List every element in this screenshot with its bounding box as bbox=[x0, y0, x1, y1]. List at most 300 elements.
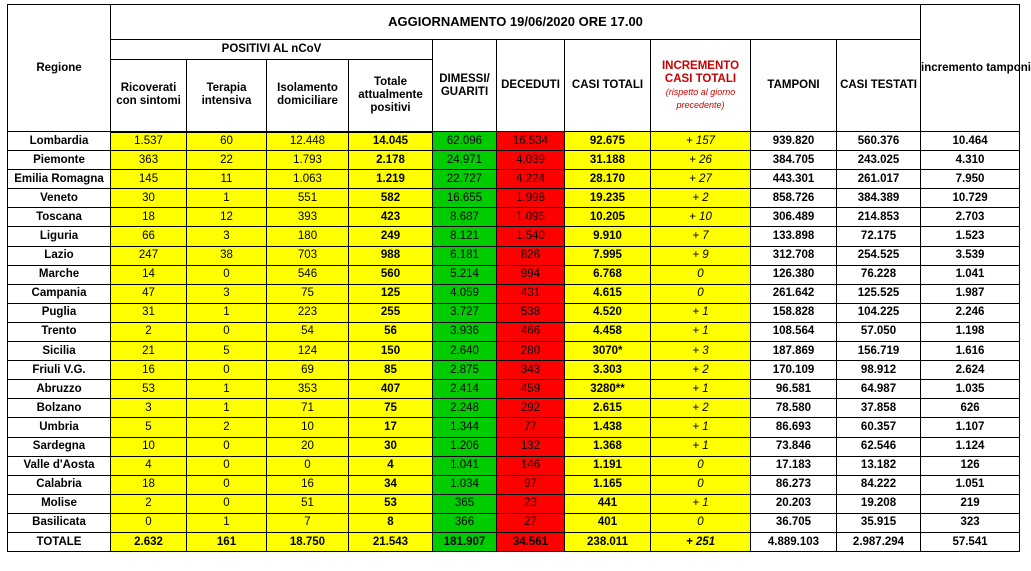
cell-deceduti: 4.039 bbox=[497, 151, 565, 170]
cell-tamponi: 858.726 bbox=[751, 189, 837, 208]
cell-region: Lombardia bbox=[8, 132, 111, 151]
cell-totale-positivi: 53 bbox=[349, 494, 433, 513]
cell-incremento-tamponi: 1.051 bbox=[921, 475, 1020, 494]
cell-deceduti: 466 bbox=[497, 322, 565, 341]
cell-ricoverati: 4 bbox=[111, 456, 187, 475]
cell-tamponi: 96.581 bbox=[751, 380, 837, 399]
cell-incremento: + 1 bbox=[651, 322, 751, 341]
cell-tamponi: 86.693 bbox=[751, 418, 837, 437]
cell-terapia: 1 bbox=[187, 399, 267, 418]
cell-terapia: 1 bbox=[187, 380, 267, 399]
cell-isolamento: 75 bbox=[267, 284, 349, 303]
cell-casi-testati: 37.858 bbox=[837, 399, 921, 418]
table-row bbox=[8, 456, 1020, 475]
cell-casi-totali: 3070* bbox=[565, 342, 651, 361]
cell-tamponi: 187.869 bbox=[751, 342, 837, 361]
cell-terapia: 11 bbox=[187, 170, 267, 189]
cell-casi-totali: 19.235 bbox=[565, 189, 651, 208]
cell-region: Molise bbox=[8, 494, 111, 513]
cell-region: Liguria bbox=[8, 227, 111, 246]
cell-casi-totali: 441 bbox=[565, 494, 651, 513]
cell-incremento: + 1 bbox=[651, 380, 751, 399]
cell-isolamento: 7 bbox=[267, 513, 349, 532]
table-row bbox=[8, 361, 1020, 380]
table-row bbox=[8, 265, 1020, 284]
cell-tamponi: 126.380 bbox=[751, 265, 837, 284]
cell-ricoverati: 2 bbox=[111, 322, 187, 341]
cell-region: Piemonte bbox=[8, 151, 111, 170]
cell-isolamento: 124 bbox=[267, 342, 349, 361]
cell-ricoverati: 16 bbox=[111, 361, 187, 380]
cell-incremento: + 27 bbox=[651, 170, 751, 189]
cell-terapia: 3 bbox=[187, 284, 267, 303]
cell-incremento: + 1 bbox=[651, 494, 751, 513]
cell-casi-totali: 1.165 bbox=[565, 475, 651, 494]
cell-isolamento: 546 bbox=[267, 265, 349, 284]
cell-casi-testati: 35.915 bbox=[837, 513, 921, 532]
cell-deceduti: 994 bbox=[497, 265, 565, 284]
cell-terapia: 12 bbox=[187, 208, 267, 227]
cell-dimessi: 365 bbox=[433, 494, 497, 513]
cell-casi-testati: 84.222 bbox=[837, 475, 921, 494]
cell-region: Puglia bbox=[8, 303, 111, 322]
totale-positivi-header: Totale attualmente positivi bbox=[358, 75, 423, 114]
cell-casi-testati: 76.228 bbox=[837, 265, 921, 284]
cell-isolamento: 71 bbox=[267, 399, 349, 418]
cell-incremento-tamponi: 57.541 bbox=[921, 532, 1020, 551]
cell-totale-positivi: 560 bbox=[349, 265, 433, 284]
cell-deceduti: 146 bbox=[497, 456, 565, 475]
cell-ricoverati: 2.632 bbox=[111, 532, 187, 551]
casi-totali-header: CASI TOTALI bbox=[571, 79, 644, 91]
cell-incremento: 0 bbox=[651, 475, 751, 494]
tamponi-header-cell bbox=[751, 40, 837, 132]
cell-tamponi: 86.273 bbox=[751, 475, 837, 494]
cell-tamponi: 4.889.103 bbox=[751, 532, 837, 551]
cell-isolamento: 69 bbox=[267, 361, 349, 380]
cell-casi-testati: 261.017 bbox=[837, 170, 921, 189]
cell-terapia: 5 bbox=[187, 342, 267, 361]
cell-region: Sardegna bbox=[8, 437, 111, 456]
cell-totale-positivi: 8 bbox=[349, 513, 433, 532]
cell-terapia: 60 bbox=[187, 132, 267, 151]
cell-terapia: 2 bbox=[187, 418, 267, 437]
cell-region: Basilicata bbox=[8, 513, 111, 532]
cell-deceduti: 1.540 bbox=[497, 227, 565, 246]
cell-casi-testati: 64.987 bbox=[837, 380, 921, 399]
cell-terapia: 22 bbox=[187, 151, 267, 170]
cell-incremento: + 3 bbox=[651, 342, 751, 361]
cell-isolamento: 551 bbox=[267, 189, 349, 208]
cell-totale-positivi: 423 bbox=[349, 208, 433, 227]
cell-tamponi: 170.109 bbox=[751, 361, 837, 380]
cell-incremento: + 251 bbox=[651, 532, 751, 551]
cell-casi-totali: 3280** bbox=[565, 380, 651, 399]
incremento-tamponi-header-cell bbox=[921, 5, 1031, 132]
cell-incremento-tamponi: 10.729 bbox=[921, 189, 1020, 208]
cell-incremento: 0 bbox=[651, 513, 751, 532]
table-body bbox=[8, 132, 1020, 552]
cell-terapia: 38 bbox=[187, 246, 267, 265]
table-row bbox=[8, 151, 1020, 170]
cell-incremento: 0 bbox=[651, 456, 751, 475]
cell-ricoverati: 10 bbox=[111, 437, 187, 456]
cell-isolamento: 10 bbox=[267, 418, 349, 437]
cell-casi-totali: 7.995 bbox=[565, 246, 651, 265]
cell-incremento-tamponi: 1.107 bbox=[921, 418, 1020, 437]
cell-terapia: 0 bbox=[187, 322, 267, 341]
terapia-header-cell bbox=[187, 60, 267, 132]
cell-dimessi: 181.907 bbox=[433, 532, 497, 551]
cell-casi-testati: 125.525 bbox=[837, 284, 921, 303]
cell-region: Emilia Romagna bbox=[8, 170, 111, 189]
cell-ricoverati: 47 bbox=[111, 284, 187, 303]
cell-incremento: 0 bbox=[651, 265, 751, 284]
cell-incremento: + 157 bbox=[651, 132, 751, 151]
cell-deceduti: 97 bbox=[497, 475, 565, 494]
cell-casi-testati: 214.853 bbox=[837, 208, 921, 227]
cell-incremento-tamponi: 1.987 bbox=[921, 284, 1020, 303]
cell-incremento-tamponi: 219 bbox=[921, 494, 1020, 513]
cell-dimessi: 24.971 bbox=[433, 151, 497, 170]
positivi-group-header-cell bbox=[111, 40, 433, 60]
cell-incremento-tamponi: 2.703 bbox=[921, 208, 1020, 227]
cell-totale-positivi: 85 bbox=[349, 361, 433, 380]
table-row bbox=[8, 246, 1020, 265]
cell-tamponi: 306.489 bbox=[751, 208, 837, 227]
cell-tamponi: 261.642 bbox=[751, 284, 837, 303]
cell-ricoverati: 53 bbox=[111, 380, 187, 399]
table-row bbox=[8, 132, 1020, 151]
cell-totale-positivi: 125 bbox=[349, 284, 433, 303]
incremento-subheader: (rispetto al giorno precedente) bbox=[665, 86, 736, 110]
cell-casi-testati: 98.912 bbox=[837, 361, 921, 380]
cell-dimessi: 5.214 bbox=[433, 265, 497, 284]
cell-casi-totali: 92.675 bbox=[565, 132, 651, 151]
cell-deceduti: 23 bbox=[497, 494, 565, 513]
cell-dimessi: 6.181 bbox=[433, 246, 497, 265]
cell-terapia: 161 bbox=[187, 532, 267, 551]
cell-region: Umbria bbox=[8, 418, 111, 437]
table-row bbox=[8, 342, 1020, 361]
cell-totale-positivi: 34 bbox=[349, 475, 433, 494]
cell-incremento: + 1 bbox=[651, 303, 751, 322]
cell-casi-testati: 72.175 bbox=[837, 227, 921, 246]
cell-casi-totali: 4.520 bbox=[565, 303, 651, 322]
isolamento-header-cell bbox=[267, 60, 349, 132]
cell-region: Sicilia bbox=[8, 342, 111, 361]
cell-casi-totali: 4.615 bbox=[565, 284, 651, 303]
table-row bbox=[8, 208, 1020, 227]
table-row bbox=[8, 437, 1020, 456]
cell-incremento: + 7 bbox=[651, 227, 751, 246]
cell-tamponi: 108.564 bbox=[751, 322, 837, 341]
cell-region: Lazio bbox=[8, 246, 111, 265]
cell-deceduti: 538 bbox=[497, 303, 565, 322]
cell-incremento: + 26 bbox=[651, 151, 751, 170]
cell-region: Veneto bbox=[8, 189, 111, 208]
cell-terapia: 3 bbox=[187, 227, 267, 246]
title-cell bbox=[111, 5, 921, 40]
cell-dimessi: 1.034 bbox=[433, 475, 497, 494]
cell-ricoverati: 5 bbox=[111, 418, 187, 437]
cell-incremento-tamponi: 1.035 bbox=[921, 380, 1020, 399]
cell-incremento-tamponi: 2.246 bbox=[921, 303, 1020, 322]
cell-deceduti: 826 bbox=[497, 246, 565, 265]
ricoverati-header-cell bbox=[111, 60, 187, 132]
cell-dimessi: 2.414 bbox=[433, 380, 497, 399]
cell-totale-positivi: 56 bbox=[349, 322, 433, 341]
cell-deceduti: 1.095 bbox=[497, 208, 565, 227]
cell-incremento-tamponi: 1.198 bbox=[921, 322, 1020, 341]
cell-region: TOTALE bbox=[8, 532, 111, 551]
cell-deceduti: 16.534 bbox=[497, 132, 565, 151]
cell-region: Calabria bbox=[8, 475, 111, 494]
cell-casi-totali: 1.438 bbox=[565, 418, 651, 437]
table-row bbox=[8, 189, 1020, 208]
table-row bbox=[8, 227, 1020, 246]
cell-ricoverati: 21 bbox=[111, 342, 187, 361]
cell-incremento: + 2 bbox=[651, 189, 751, 208]
cell-incremento-tamponi: 1.616 bbox=[921, 342, 1020, 361]
cell-casi-testati: 60.357 bbox=[837, 418, 921, 437]
cell-deceduti: 132 bbox=[497, 437, 565, 456]
table-row bbox=[8, 322, 1020, 341]
cell-ricoverati: 247 bbox=[111, 246, 187, 265]
cell-deceduti: 27 bbox=[497, 513, 565, 532]
terapia-header: Terapia intensiva bbox=[201, 82, 252, 108]
cell-totale-positivi: 407 bbox=[349, 380, 433, 399]
covid-report bbox=[7, 4, 1031, 552]
incremento-header: INCREMENTO CASI TOTALI bbox=[661, 59, 740, 85]
cell-dimessi: 4.059 bbox=[433, 284, 497, 303]
cell-totale-positivi: 2.178 bbox=[349, 151, 433, 170]
cell-incremento: + 1 bbox=[651, 437, 751, 456]
cell-ricoverati: 1.537 bbox=[111, 132, 187, 151]
cell-totale-positivi: 988 bbox=[349, 246, 433, 265]
cell-isolamento: 18.750 bbox=[267, 532, 349, 551]
cell-tamponi: 443.301 bbox=[751, 170, 837, 189]
cell-ricoverati: 14 bbox=[111, 265, 187, 284]
casi-totali-header-cell bbox=[565, 40, 651, 132]
cell-incremento-tamponi: 323 bbox=[921, 513, 1020, 532]
cell-casi-testati: 2.987.294 bbox=[837, 532, 921, 551]
casi-testati-header-cell bbox=[837, 40, 921, 132]
cell-incremento: + 2 bbox=[651, 399, 751, 418]
cell-ricoverati: 31 bbox=[111, 303, 187, 322]
cell-totale-positivi: 75 bbox=[349, 399, 433, 418]
cell-casi-testati: 384.389 bbox=[837, 189, 921, 208]
cell-dimessi: 2.640 bbox=[433, 342, 497, 361]
cell-casi-totali: 401 bbox=[565, 513, 651, 532]
cell-incremento-tamponi: 4.310 bbox=[921, 151, 1020, 170]
cell-tamponi: 20.203 bbox=[751, 494, 837, 513]
cell-casi-testati: 19.208 bbox=[837, 494, 921, 513]
deceduti-header-cell bbox=[497, 40, 565, 132]
cell-ricoverati: 18 bbox=[111, 475, 187, 494]
table-row bbox=[8, 418, 1020, 437]
cell-totale-positivi: 21.543 bbox=[349, 532, 433, 551]
ricoverati-header: Ricoverati con sintomi bbox=[116, 82, 181, 108]
cell-tamponi: 36.705 bbox=[751, 513, 837, 532]
table-row bbox=[8, 513, 1020, 532]
cell-isolamento: 393 bbox=[267, 208, 349, 227]
cell-dimessi: 8.121 bbox=[433, 227, 497, 246]
cell-incremento: + 1 bbox=[651, 418, 751, 437]
table-row bbox=[8, 170, 1020, 189]
region-header-cell bbox=[8, 5, 111, 132]
covid-table bbox=[7, 4, 1031, 552]
dimessi-header: DIMESSI/ GUARITI bbox=[439, 72, 490, 98]
cell-tamponi: 158.828 bbox=[751, 303, 837, 322]
cell-totale-positivi: 14.045 bbox=[349, 132, 433, 151]
cell-deceduti: 343 bbox=[497, 361, 565, 380]
cell-region: Trento bbox=[8, 322, 111, 341]
cell-casi-testati: 560.376 bbox=[837, 132, 921, 151]
cell-casi-totali: 28.170 bbox=[565, 170, 651, 189]
cell-totale-positivi: 17 bbox=[349, 418, 433, 437]
cell-deceduti: 77 bbox=[497, 418, 565, 437]
cell-region: Valle d'Aosta bbox=[8, 456, 111, 475]
cell-ricoverati: 145 bbox=[111, 170, 187, 189]
cell-casi-totali: 238.011 bbox=[565, 532, 651, 551]
cell-deceduti: 431 bbox=[497, 284, 565, 303]
region-header: Regione bbox=[36, 61, 82, 74]
cell-casi-testati: 156.719 bbox=[837, 342, 921, 361]
incremento-tamponi-header: incremento tamponi bbox=[921, 61, 1031, 74]
incremento-header-cell bbox=[651, 40, 751, 132]
cell-incremento-tamponi: 626 bbox=[921, 399, 1020, 418]
cell-ricoverati: 2 bbox=[111, 494, 187, 513]
cell-terapia: 0 bbox=[187, 494, 267, 513]
table-row bbox=[8, 380, 1020, 399]
cell-region: Bolzano bbox=[8, 399, 111, 418]
cell-casi-totali: 6.768 bbox=[565, 265, 651, 284]
cell-dimessi: 16.655 bbox=[433, 189, 497, 208]
table-row bbox=[8, 303, 1020, 322]
cell-casi-testati: 13.182 bbox=[837, 456, 921, 475]
cell-terapia: 0 bbox=[187, 456, 267, 475]
cell-isolamento: 1.063 bbox=[267, 170, 349, 189]
cell-isolamento: 20 bbox=[267, 437, 349, 456]
cell-casi-totali: 10.205 bbox=[565, 208, 651, 227]
cell-ricoverati: 66 bbox=[111, 227, 187, 246]
cell-incremento-tamponi: 7.950 bbox=[921, 170, 1020, 189]
cell-region: Friuli V.G. bbox=[8, 361, 111, 380]
cell-ricoverati: 0 bbox=[111, 513, 187, 532]
cell-casi-testati: 254.525 bbox=[837, 246, 921, 265]
cell-isolamento: 16 bbox=[267, 475, 349, 494]
cell-incremento: + 10 bbox=[651, 208, 751, 227]
cell-region: Campania bbox=[8, 284, 111, 303]
cell-dimessi: 1.344 bbox=[433, 418, 497, 437]
cell-incremento-tamponi: 2.624 bbox=[921, 361, 1020, 380]
cell-totale-positivi: 249 bbox=[349, 227, 433, 246]
cell-dimessi: 366 bbox=[433, 513, 497, 532]
table-row bbox=[8, 284, 1020, 303]
cell-casi-testati: 57.050 bbox=[837, 322, 921, 341]
cell-incremento-tamponi: 1.124 bbox=[921, 437, 1020, 456]
cell-isolamento: 1.793 bbox=[267, 151, 349, 170]
cell-isolamento: 51 bbox=[267, 494, 349, 513]
cell-region: Marche bbox=[8, 265, 111, 284]
cell-deceduti: 34.561 bbox=[497, 532, 565, 551]
cell-totale-positivi: 4 bbox=[349, 456, 433, 475]
page-title: AGGIORNAMENTO 19/06/2020 ORE 17.00 bbox=[388, 13, 643, 29]
cell-terapia: 0 bbox=[187, 437, 267, 456]
cell-ricoverati: 18 bbox=[111, 208, 187, 227]
cell-region: Abruzzo bbox=[8, 380, 111, 399]
positivi-group-header: POSITIVI AL nCoV bbox=[221, 43, 322, 55]
cell-casi-totali: 31.188 bbox=[565, 151, 651, 170]
cell-casi-totali: 1.191 bbox=[565, 456, 651, 475]
cell-terapia: 1 bbox=[187, 189, 267, 208]
table-row bbox=[8, 399, 1020, 418]
cell-casi-totali: 4.458 bbox=[565, 322, 651, 341]
cell-tamponi: 133.898 bbox=[751, 227, 837, 246]
cell-ricoverati: 30 bbox=[111, 189, 187, 208]
cell-ricoverati: 363 bbox=[111, 151, 187, 170]
cell-casi-testati: 243.025 bbox=[837, 151, 921, 170]
cell-isolamento: 180 bbox=[267, 227, 349, 246]
cell-casi-totali: 9.910 bbox=[565, 227, 651, 246]
cell-incremento-tamponi: 1.523 bbox=[921, 227, 1020, 246]
cell-totale-positivi: 30 bbox=[349, 437, 433, 456]
cell-tamponi: 78.580 bbox=[751, 399, 837, 418]
cell-dimessi: 2.875 bbox=[433, 361, 497, 380]
cell-terapia: 1 bbox=[187, 303, 267, 322]
cell-casi-testati: 104.225 bbox=[837, 303, 921, 322]
cell-terapia: 1 bbox=[187, 513, 267, 532]
cell-tamponi: 312.708 bbox=[751, 246, 837, 265]
tamponi-header: TAMPONI bbox=[767, 79, 820, 91]
table-row bbox=[8, 494, 1020, 513]
dimessi-header-cell bbox=[433, 40, 497, 132]
cell-isolamento: 0 bbox=[267, 456, 349, 475]
cell-deceduti: 459 bbox=[497, 380, 565, 399]
cell-dimessi: 22.727 bbox=[433, 170, 497, 189]
cell-deceduti: 4.224 bbox=[497, 170, 565, 189]
cell-totale-positivi: 1.219 bbox=[349, 170, 433, 189]
cell-dimessi: 62.096 bbox=[433, 132, 497, 151]
cell-isolamento: 54 bbox=[267, 322, 349, 341]
cell-tamponi: 17.183 bbox=[751, 456, 837, 475]
deceduti-header: DECEDUTI bbox=[501, 79, 560, 91]
isolamento-header: Isolamento domiciliare bbox=[277, 82, 338, 108]
cell-dimessi: 3.936 bbox=[433, 322, 497, 341]
cell-casi-totali: 2.615 bbox=[565, 399, 651, 418]
cell-incremento: + 2 bbox=[651, 361, 751, 380]
cell-dimessi: 2.248 bbox=[433, 399, 497, 418]
cell-isolamento: 12.448 bbox=[267, 132, 349, 151]
cell-deceduti: 1.998 bbox=[497, 189, 565, 208]
cell-casi-totali: 3.303 bbox=[565, 361, 651, 380]
cell-tamponi: 384.705 bbox=[751, 151, 837, 170]
cell-tamponi: 939.820 bbox=[751, 132, 837, 151]
cell-terapia: 0 bbox=[187, 475, 267, 494]
cell-deceduti: 292 bbox=[497, 399, 565, 418]
cell-totale-positivi: 255 bbox=[349, 303, 433, 322]
table-row bbox=[8, 475, 1020, 494]
cell-isolamento: 703 bbox=[267, 246, 349, 265]
cell-incremento: + 9 bbox=[651, 246, 751, 265]
totals-row bbox=[8, 532, 1020, 551]
cell-casi-totali: 1.368 bbox=[565, 437, 651, 456]
cell-incremento-tamponi: 10.464 bbox=[921, 132, 1020, 151]
cell-totale-positivi: 582 bbox=[349, 189, 433, 208]
cell-deceduti: 280 bbox=[497, 342, 565, 361]
casi-testati-header: CASI TESTATI bbox=[840, 79, 917, 91]
